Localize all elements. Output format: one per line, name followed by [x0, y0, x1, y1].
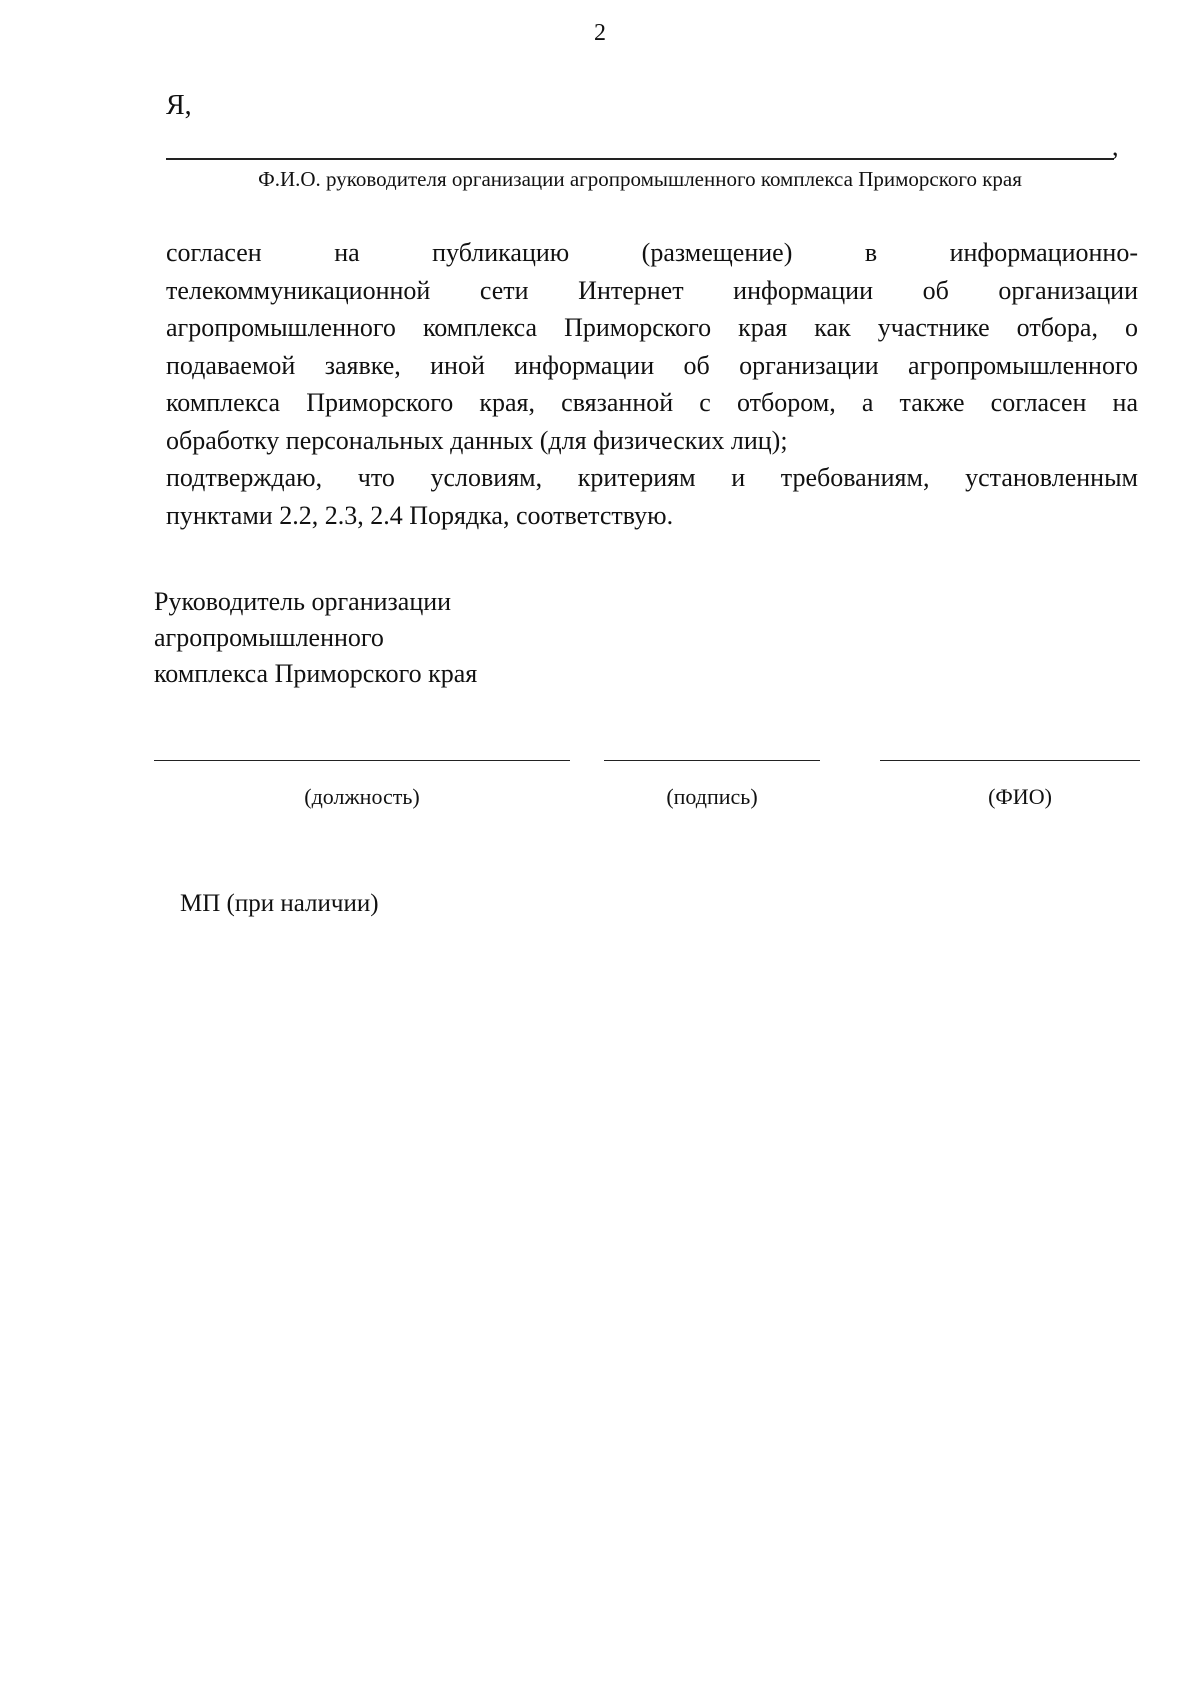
page-number: 2 — [594, 20, 606, 46]
signature-caption: (подпись) — [666, 784, 758, 809]
consent-line: подаваемой заявке, иной информации об организации агропромышленного — [166, 350, 1138, 380]
confirmation-line: подтверждаю, что условиям, критериям и требованиям, установленным — [166, 463, 1138, 492]
position-caption: (должность) — [304, 784, 420, 809]
signature-blank-line — [604, 760, 820, 761]
consent-line: комплекса Приморского края, связанной с отбором, а также согласен на — [166, 388, 1138, 417]
signer-title-line: агропромышленного — [154, 623, 384, 652]
fio-blank-line — [166, 158, 1114, 160]
confirmation-line: пунктами 2.2, 2.3, 2.4 Порядка, соответствую. — [166, 500, 674, 530]
consent-line: агропромышленного комплекса Приморского края как участнике отбора, о — [166, 313, 1138, 342]
consent-line: обработку персональных данных (для физических лиц); — [166, 425, 788, 455]
name-caption: (ФИО) — [988, 784, 1052, 809]
fio-comma: , — [1112, 132, 1119, 161]
declarant-prefix: Я, — [166, 90, 192, 121]
signer-title-line: комплекса Приморского края — [154, 659, 478, 688]
consent-text — [166, 234, 1138, 534]
stamp-place: МП (при наличии) — [180, 890, 379, 917]
signer-title-line: Руководитель организации — [154, 587, 452, 616]
position-blank-line — [154, 760, 570, 761]
signer-title — [154, 584, 477, 692]
name-blank-line — [880, 760, 1140, 761]
consent-line: согласен на публикацию (размещение) в информационно- — [166, 238, 1138, 267]
consent-line: телекоммуникационной сети Интернет информации об организации — [166, 275, 1138, 305]
fio-caption: Ф.И.О. руководителя организации агропромышленного комплекса Приморского края — [258, 167, 1022, 191]
